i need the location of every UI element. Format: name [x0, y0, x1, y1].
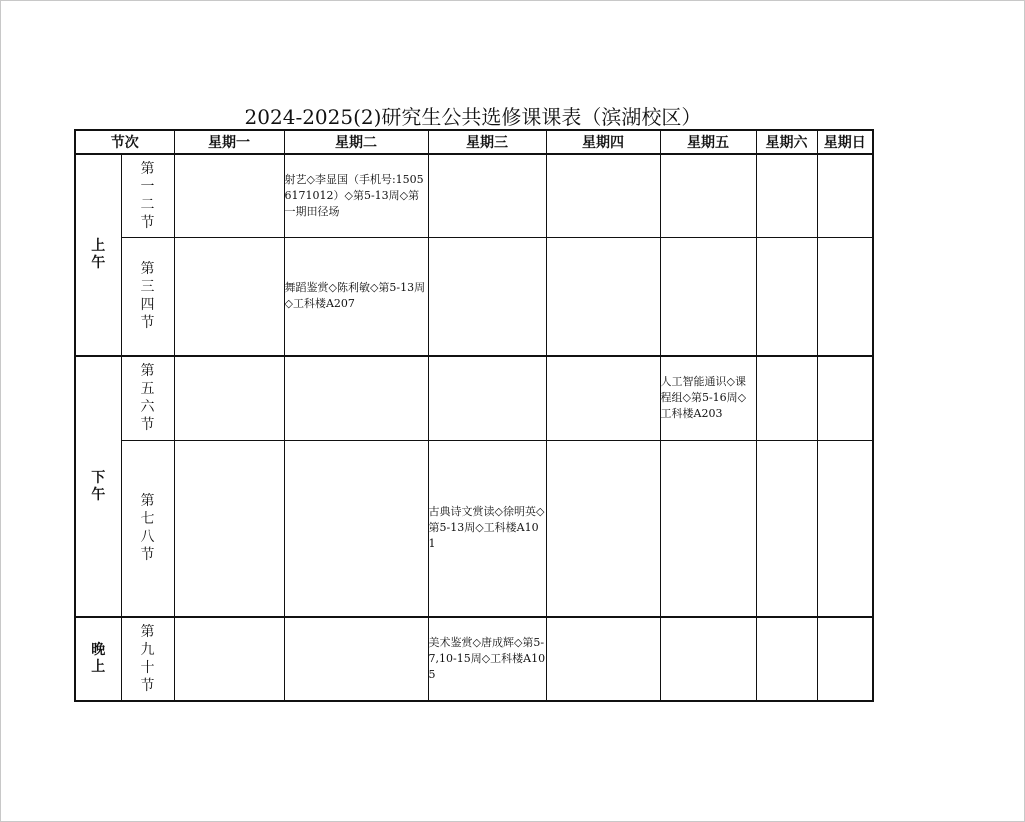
day-header-wed: 星期三 — [428, 130, 546, 154]
cell-sun-s56 — [817, 356, 873, 440]
cell-sat-s910 — [756, 617, 817, 701]
course-cell: 舞蹈鉴赏◇陈利敏◇第5-13周◇工科楼A207 — [284, 237, 428, 356]
cell-sun-s12 — [817, 154, 873, 237]
cell-thu-s34 — [546, 237, 660, 356]
course-cell: 美术鉴赏◇唐成辉◇第5-7,10-15周◇工科楼A105 — [428, 617, 546, 701]
cell-mon-s910 — [174, 617, 284, 701]
period-evening: 晚上 — [75, 617, 121, 701]
cell-thu-s78 — [546, 440, 660, 617]
cell-wed-s56 — [428, 356, 546, 440]
slot-label-78: 第七八节 — [121, 440, 174, 617]
cell-fri-s34 — [660, 237, 756, 356]
period-header: 节次 — [75, 130, 174, 154]
period-morning: 上午 — [75, 154, 121, 356]
cell-tue-s910 — [284, 617, 428, 701]
cell-sat-s78 — [756, 440, 817, 617]
page-title: 2024-2025(2)研究生公共选修课课表（滨湖校区） — [244, 105, 702, 129]
row-slot-12 — [75, 154, 873, 237]
cell-thu-s12 — [546, 154, 660, 237]
cell-sat-s56 — [756, 356, 817, 440]
period-afternoon: 下午 — [75, 356, 121, 617]
slot-label-56: 第五六节 — [121, 356, 174, 440]
day-header-sat: 星期六 — [756, 130, 817, 154]
row-slot-56 — [75, 356, 873, 440]
cell-fri-s910 — [660, 617, 756, 701]
cell-sat-s12 — [756, 154, 817, 237]
cell-sun-s78 — [817, 440, 873, 617]
cell-sun-s34 — [817, 237, 873, 356]
slot-label-12: 第一二节 — [121, 154, 174, 237]
course-cell: 古典诗文赏读◇徐明英◇第5-13周◇工科楼A101 — [428, 440, 546, 617]
day-header-mon: 星期一 — [174, 130, 284, 154]
day-header-tue: 星期二 — [284, 130, 428, 154]
cell-sat-s34 — [756, 237, 817, 356]
cell-thu-s910 — [546, 617, 660, 701]
day-header-sun: 星期日 — [817, 130, 873, 154]
cell-wed-s34 — [428, 237, 546, 356]
cell-sun-s910 — [817, 617, 873, 701]
cell-mon-s78 — [174, 440, 284, 617]
cell-fri-s12 — [660, 154, 756, 237]
cell-wed-s12 — [428, 154, 546, 237]
slot-label-34: 第三四节 — [121, 237, 174, 356]
row-slot-78 — [75, 440, 873, 617]
cell-mon-s12 — [174, 154, 284, 237]
row-slot-910 — [75, 617, 873, 701]
cell-fri-s78 — [660, 440, 756, 617]
cell-mon-s56 — [174, 356, 284, 440]
cell-tue-s78 — [284, 440, 428, 617]
cell-tue-s56 — [284, 356, 428, 440]
day-header-thu: 星期四 — [546, 130, 660, 154]
slot-label-910: 第九十节 — [121, 617, 174, 701]
course-cell: 射艺◇李显国（手机号:15056171012）◇第5-13周◇第一期田径场 — [284, 154, 428, 237]
timetable — [74, 129, 874, 702]
header-row — [75, 130, 873, 154]
course-cell: 人工智能通识◇课程组◇第5-16周◇工科楼A203 — [660, 356, 756, 440]
cell-thu-s56 — [546, 356, 660, 440]
row-slot-34 — [75, 237, 873, 356]
day-header-fri: 星期五 — [660, 130, 756, 154]
cell-mon-s34 — [174, 237, 284, 356]
